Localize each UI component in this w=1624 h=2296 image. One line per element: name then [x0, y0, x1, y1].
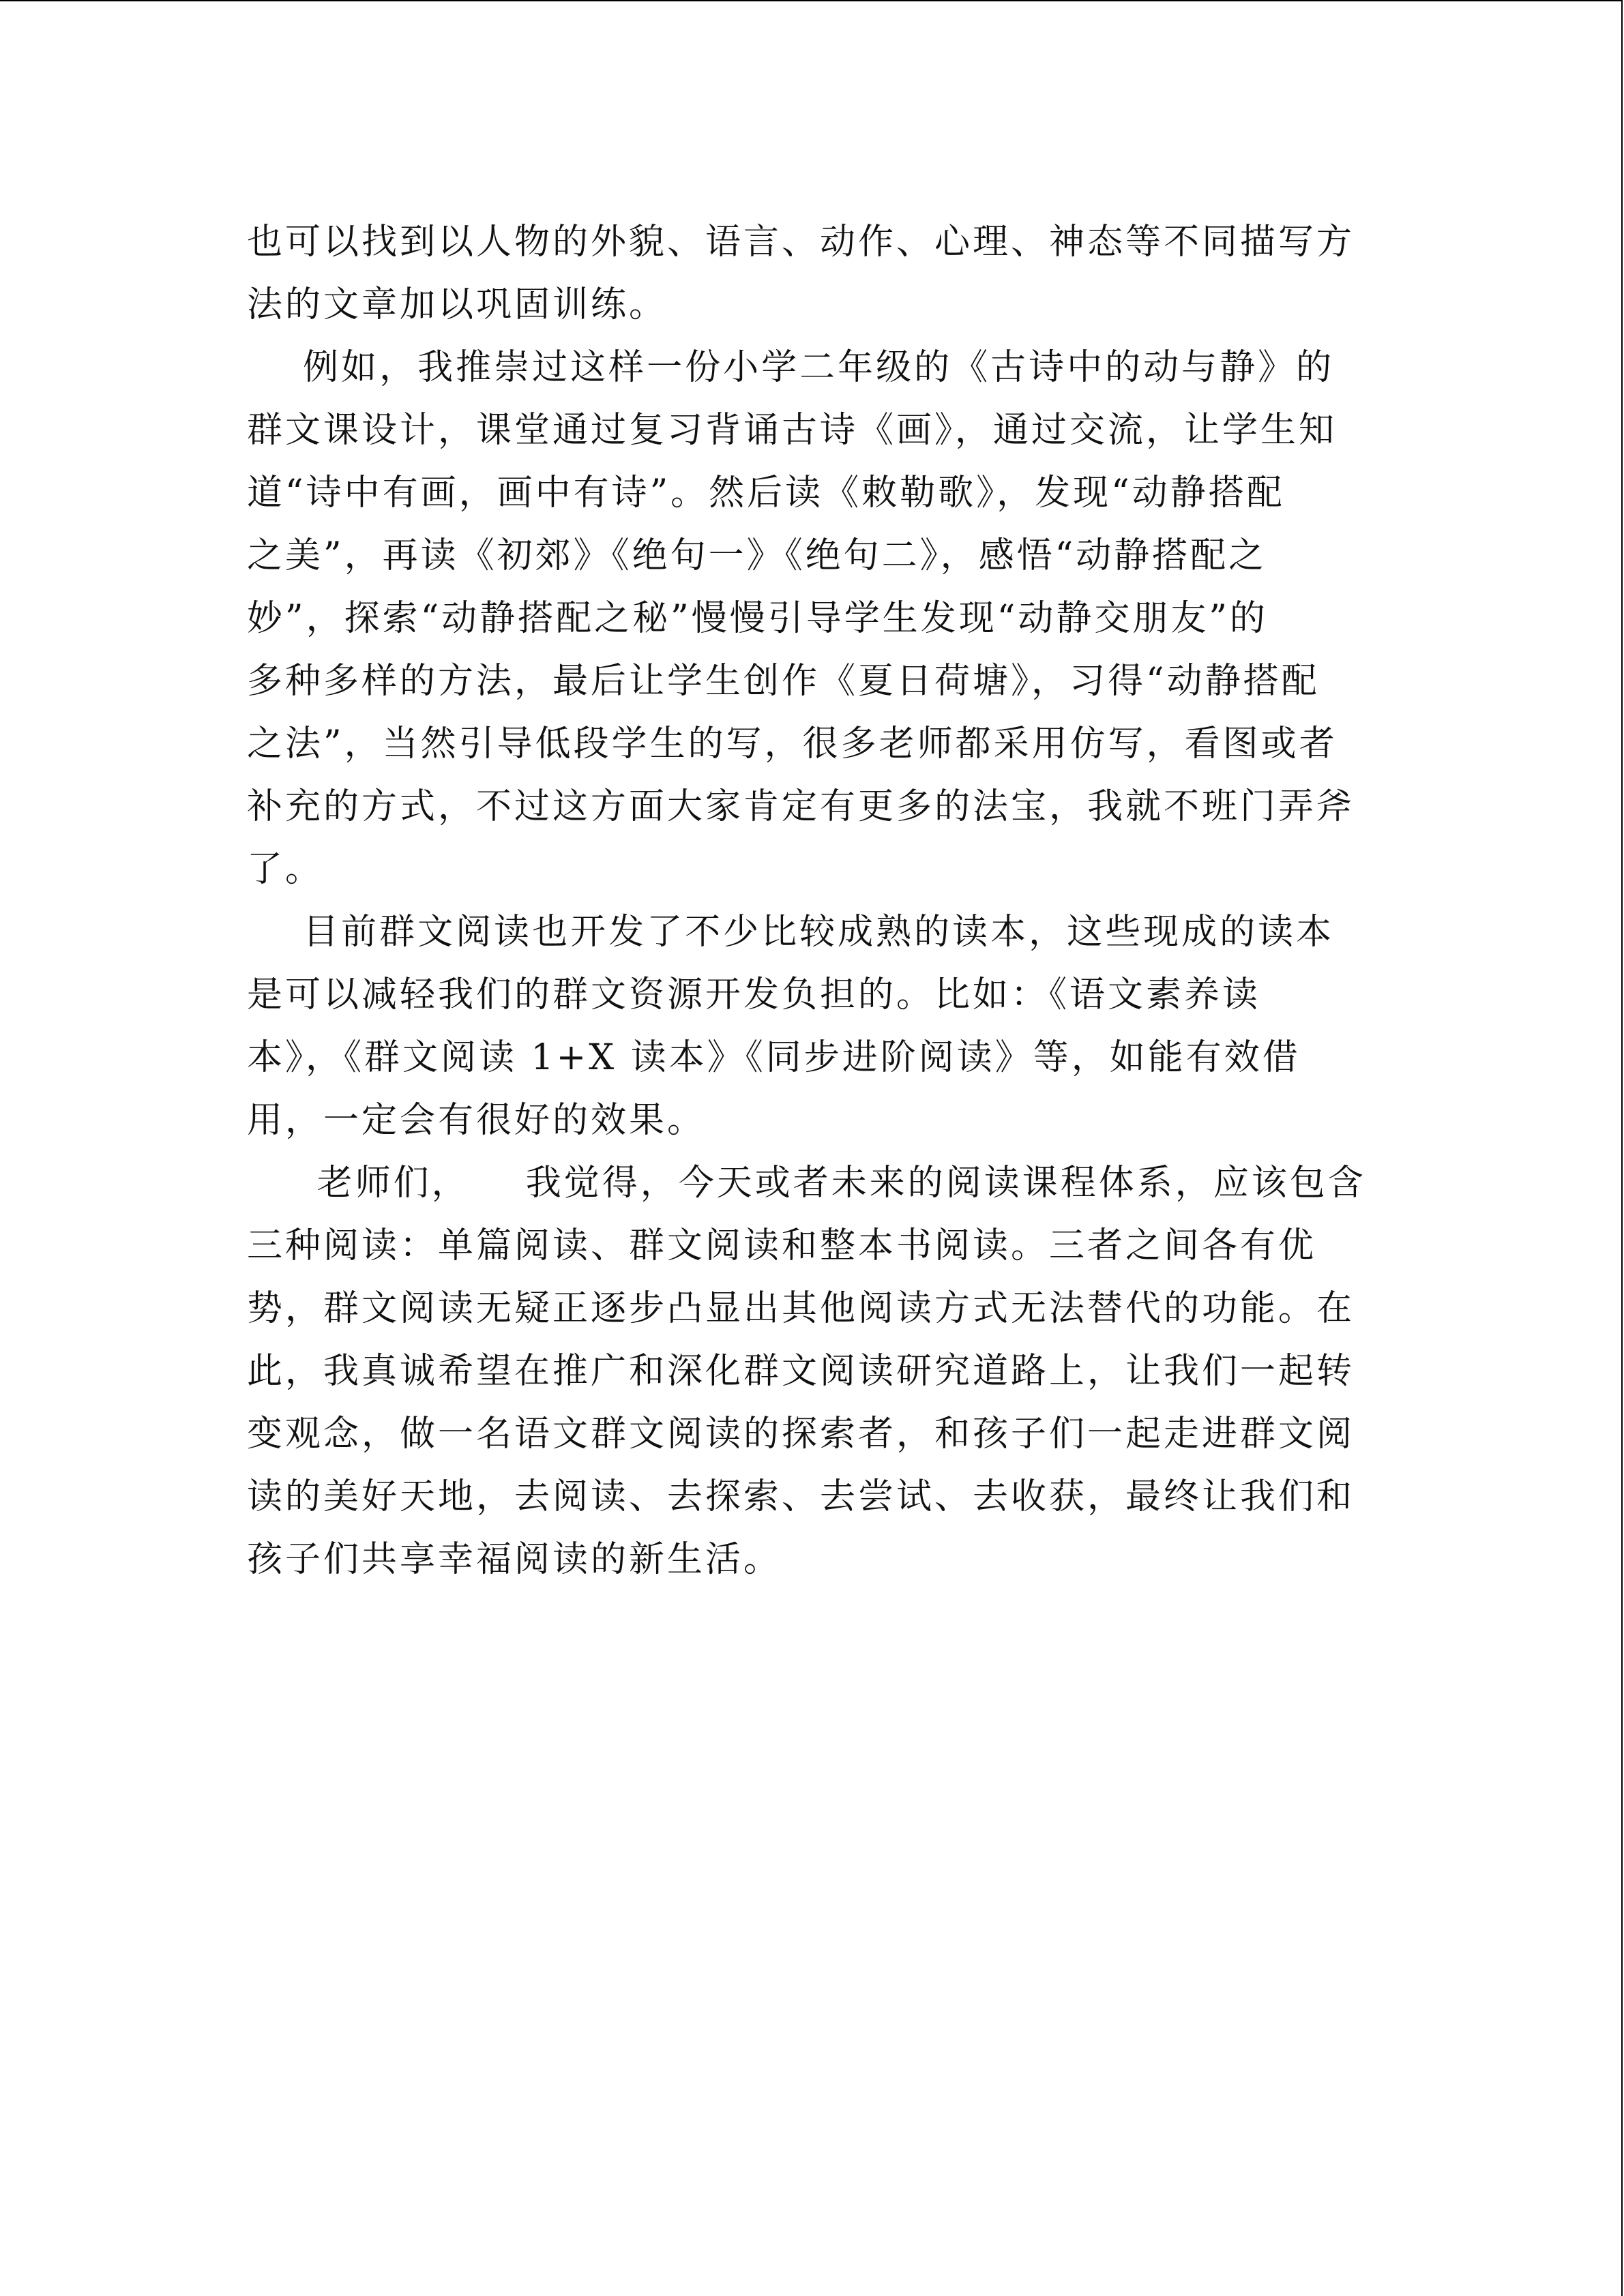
text-line: 法的文章加以巩固训练。: [247, 284, 668, 325]
text-line: 补充的方式，不过这方面大家肯定有更多的法宝，我就不班门弄斧: [247, 786, 1355, 827]
text-line: 孩子们共享幸福阅读的新生活。: [247, 1539, 782, 1580]
text-line: 多种多样的方法，最后让学生创作《夏日荷塘》，习得“动静搭配: [247, 661, 1320, 702]
text-line: 老师们， 我觉得，今天或者未来的阅读课程体系，应该包含: [247, 1163, 1366, 1204]
text-line: 妙”，探索“动静搭配之秘”慢慢引导学生发现“动静交朋友”的: [247, 598, 1268, 639]
text-line: 之美”，再读《初郊》《绝句一》《绝句二》，感悟“动静搭配之: [247, 535, 1267, 576]
text-line: 变观念，做一名语文群文阅读的探索者，和孩子们一起走进群文阅: [247, 1414, 1355, 1455]
text-line: 例如，我推崇过这样一份小学二年级的《古诗中的动与静》的: [247, 347, 1335, 388]
text-line: 之法”，当然引导低段学生的写，很多老师都采用仿写，看图或者: [247, 724, 1338, 764]
text-line: 是可以减轻我们的群文资源开发负担的。比如：《语文素养读: [247, 974, 1261, 1015]
text-line: 读的美好天地，去阅读、去探索、去尝试、去收获，最终让我们和: [247, 1476, 1355, 1517]
text-line: 三种阅读：单篇阅读、群文阅读和整本书阅读。三者之间各有优: [247, 1225, 1317, 1266]
text-line: 势，群文阅读无疑正逐步凸显出其他阅读方式无法替代的功能。在: [247, 1288, 1355, 1329]
text-line: 目前群文阅读也开发了不少比较成熟的读本，这些现成的读本: [247, 912, 1335, 953]
text-line: 本》，《群文阅读 1+X 读本》《同步进阶阅读》等，如能有效借: [247, 1037, 1301, 1078]
text-line: 也可以找到以人物的外貌、语言、动作、心理、神态等不同描写方: [247, 222, 1355, 263]
text-line: 道“诗中有画，画中有诗”。然后读《敕勒歌》，发现“动静搭配: [247, 473, 1285, 513]
text-line: 用，一定会有很好的效果。: [247, 1100, 706, 1141]
text-line: 此，我真诚希望在推广和深化群文阅读研究道路上，让我们一起转: [247, 1351, 1355, 1392]
text-line: 了。: [247, 849, 324, 890]
text-line: 群文课设计，课堂通过复习背诵古诗《画》，通过交流，让学生知: [247, 410, 1338, 451]
